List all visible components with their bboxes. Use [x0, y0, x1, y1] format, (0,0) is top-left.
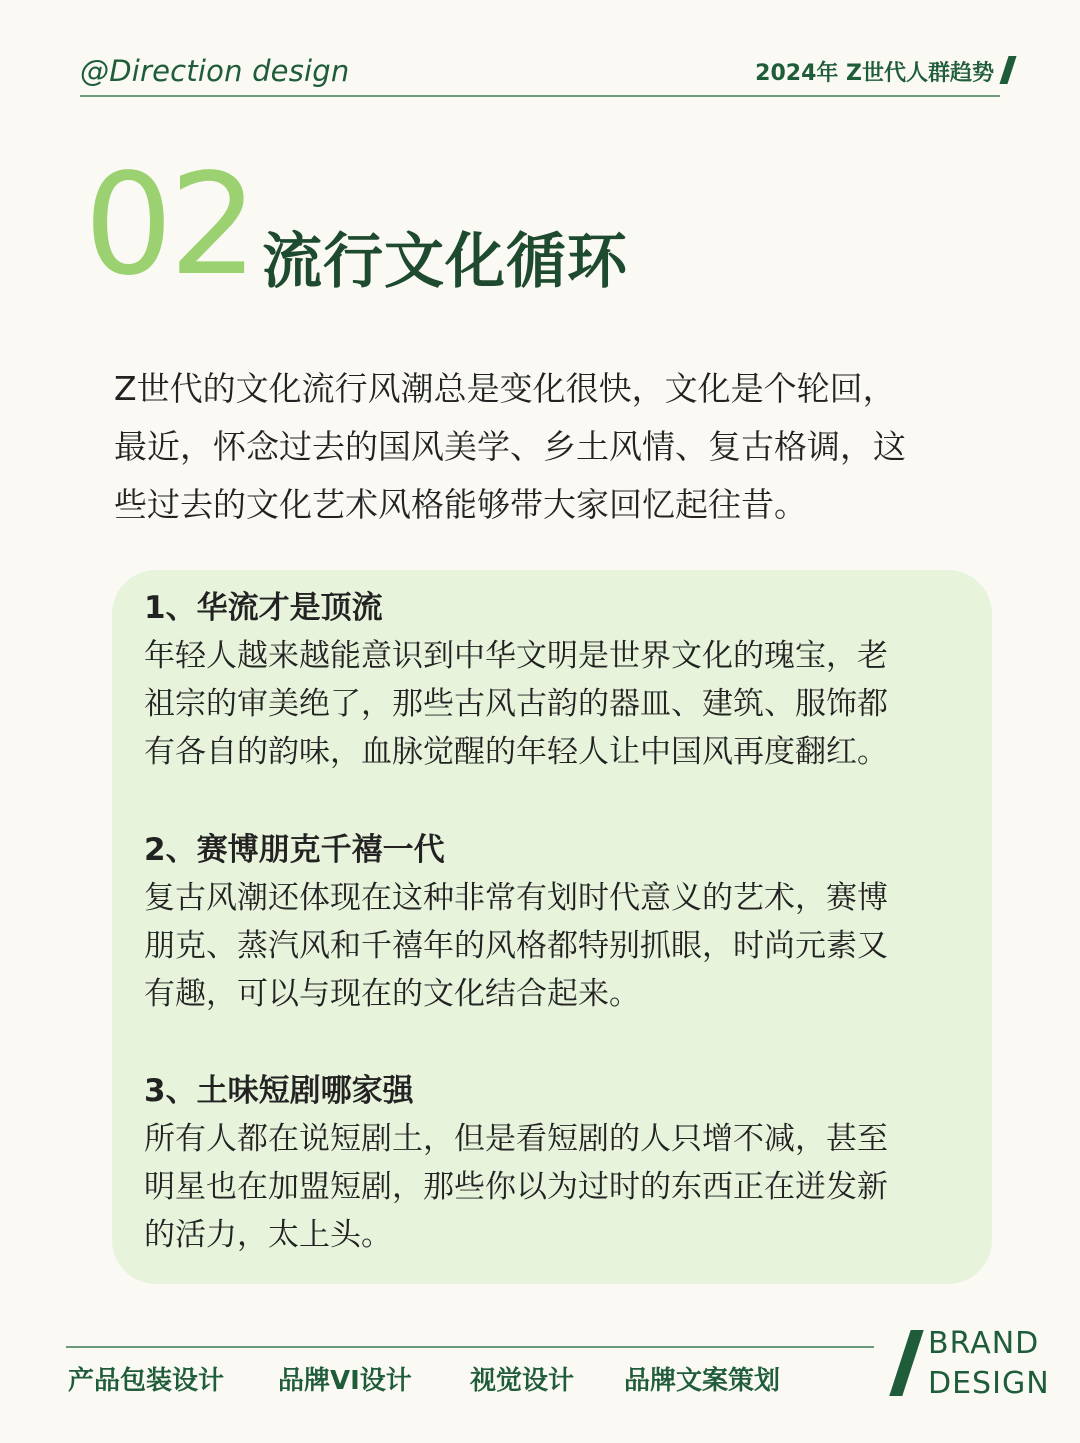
footer-divider: [66, 1346, 874, 1348]
footer-brand-line: DESIGN: [928, 1366, 1050, 1401]
section-title: 流行文化循环: [262, 227, 628, 297]
item-line: 所有人都在说短剧土，但是看短剧的人只增不减，甚至: [144, 1121, 888, 1157]
item-line: 祖宗的审美绝了，那些古风古韵的器皿、建筑、服饰都: [144, 686, 888, 722]
intro-paragraph: [114, 360, 974, 534]
item-line: 有趣，可以与现在的文化结合起来。: [144, 976, 640, 1012]
intro-line: 最近，怀念过去的国风美学、乡土风情、复古格调，这: [114, 427, 906, 466]
item-line: 的活力，太上头。: [144, 1217, 392, 1253]
footer-nav-item-packaging: 产品包装设计: [68, 1366, 225, 1396]
item-line: 明星也在加盟短剧，那些你以为过时的东西正在迸发新: [144, 1169, 888, 1205]
footer-nav-item-copywriting: 品牌文案策划: [624, 1366, 781, 1396]
header-topic: 2024年 Z世代人群趋势: [755, 61, 994, 86]
intro-line: Z世代的文化流行风潮总是变化很快，文化是个轮回，: [114, 369, 896, 408]
list-item-2: [144, 826, 964, 1018]
header-divider: [80, 95, 1000, 97]
header-brand: @Direction design: [80, 54, 350, 88]
item-line: 朋克、蒸汽风和千禧年的风格都特别抓眼，时尚元素又: [144, 928, 888, 964]
footer-nav: [0, 1360, 900, 1400]
footer-brand-line: BRAND: [928, 1326, 1040, 1361]
header-slash-decoration: [999, 56, 1016, 84]
footer-brand-logo: [928, 1324, 1050, 1404]
footer-nav-item-visual: 视觉设计: [470, 1366, 575, 1396]
item-line: 年轻人越来越能意识到中华文明是世界文化的瑰宝，老: [144, 638, 888, 674]
item-heading: 2、赛博朋克千禧一代: [144, 832, 445, 868]
item-line: 复古风潮还体现在这种非常有划时代意义的艺术，赛博: [144, 880, 888, 916]
item-line: 有各自的韵味，血脉觉醒的年轻人让中国风再度翻红。: [144, 734, 888, 770]
intro-line: 些过去的文化艺术风格能够带大家回忆起往昔。: [114, 485, 807, 524]
item-heading: 3、土味短剧哪家强: [144, 1073, 414, 1109]
list-item-3: [144, 1067, 964, 1259]
footer-nav-item-vi: 品牌VI设计: [278, 1366, 412, 1396]
list-item-1: [144, 584, 964, 776]
item-heading: 1、华流才是顶流: [144, 590, 383, 626]
section-number: 02: [84, 144, 255, 307]
